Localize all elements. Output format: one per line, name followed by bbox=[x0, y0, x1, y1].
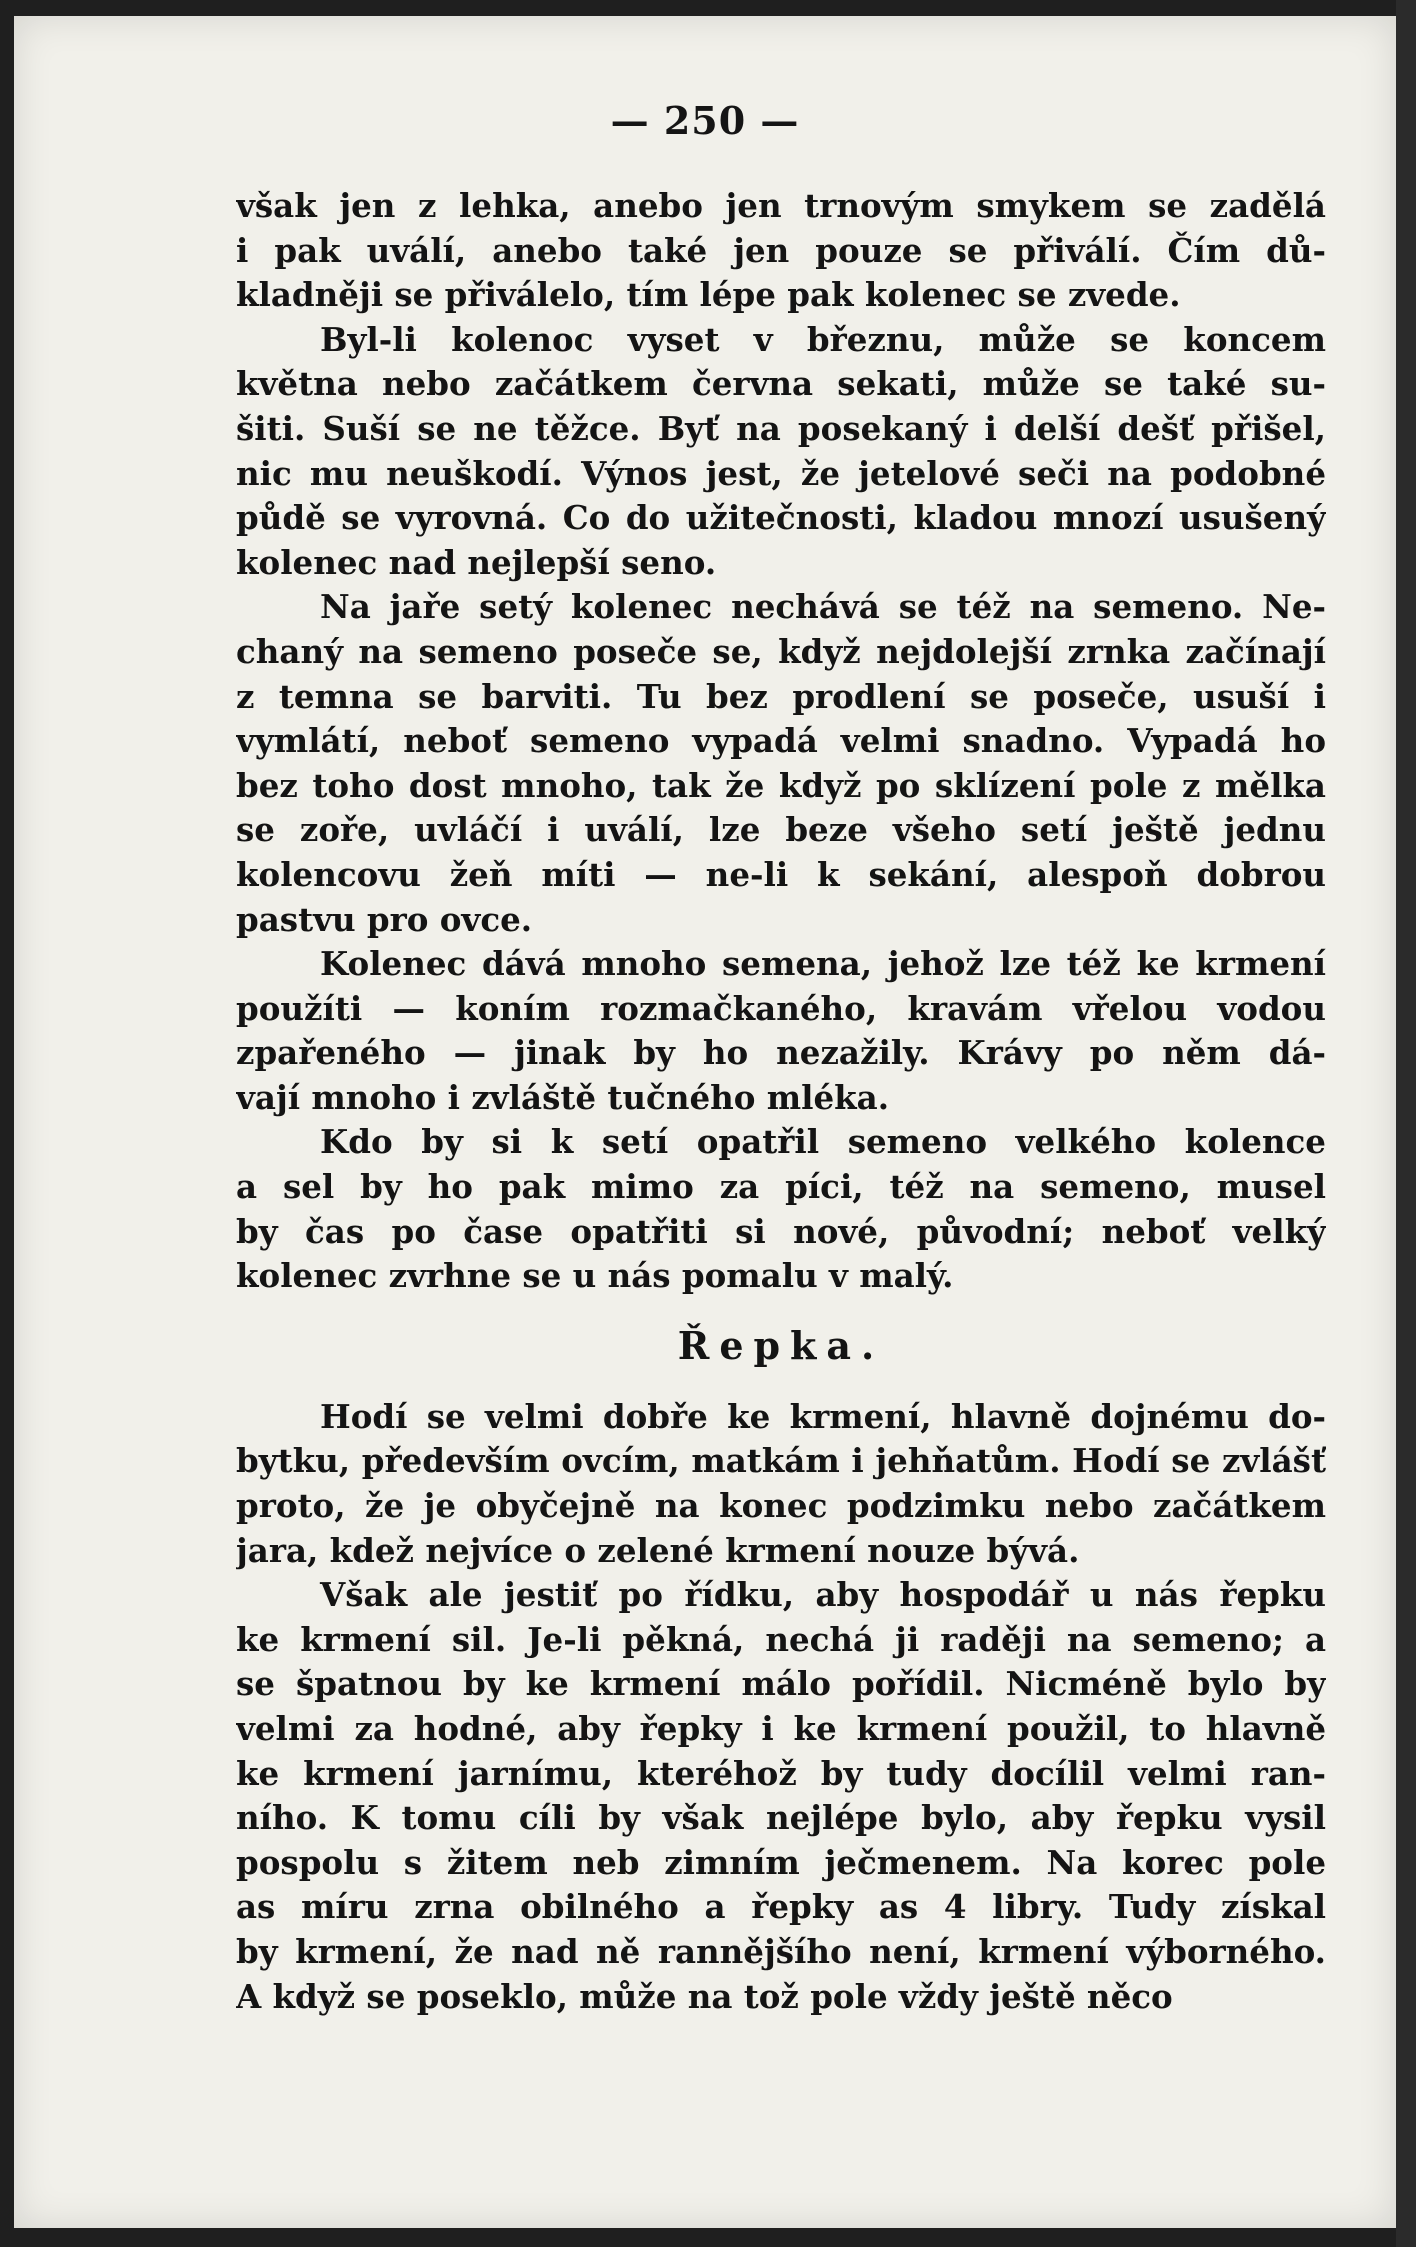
text-line: z temna se barviti. Tu bez prodlení se poseče, usuší i bbox=[236, 676, 1326, 716]
text-line: zpařeného — jinak by ho nezažily. Krávy po něm dá- bbox=[236, 1033, 1326, 1073]
paragraph bbox=[236, 1395, 1326, 1573]
paragraph bbox=[236, 1573, 1326, 2019]
text-line: Však ale jestiť po řídku, aby hospodář u nás řepku bbox=[320, 1575, 1326, 1615]
text-line: se špatnou by ke krmení málo pořídil. Nicméně bylo by bbox=[236, 1664, 1326, 1704]
page-number: — 250 — bbox=[610, 98, 800, 143]
text-line: kolenec nad nejlepší seno. bbox=[236, 542, 717, 582]
text-line: půdě se vyrovná. Co do užitečnosti, kladou mnozí usušený bbox=[236, 498, 1326, 538]
text-line: kolencovu žeň míti — ne-li k sekání, alespoň dobrou bbox=[236, 854, 1326, 894]
paragraph bbox=[236, 1120, 1326, 1298]
text-line: se zoře, uvláčí i uválí, lze beze všeho setí ještě jednu bbox=[236, 810, 1326, 850]
text-line: šiti. Suší se ne těžce. Byť na posekaný i delší dešť přišel, bbox=[236, 408, 1326, 448]
text-line: použíti — koním rozmačkaného, kravám vřelou vodou bbox=[236, 988, 1326, 1028]
paragraph bbox=[236, 318, 1326, 586]
text-line: Hodí se velmi dobře ke krmení, hlavně dojnému do- bbox=[320, 1396, 1326, 1436]
text-line: května nebo začátkem června sekati, může se také su- bbox=[236, 364, 1326, 404]
text-line: i pak uválí, anebo také jen pouze se přiválí. Čím dů- bbox=[236, 230, 1326, 270]
text-line: vají mnoho i zvláště tučného mléka. bbox=[236, 1077, 890, 1117]
paragraph bbox=[236, 184, 1326, 318]
text-line: proto, že je obyčejně na konec podzimku nebo začátkem bbox=[236, 1486, 1326, 1526]
book-page bbox=[14, 16, 1396, 2228]
paragraphs-before-heading bbox=[236, 184, 1326, 1299]
text-line: ke krmení jarnímu, kteréhož by tudy docílil velmi ran- bbox=[236, 1753, 1326, 1793]
paragraph bbox=[236, 942, 1326, 1120]
text-line: jara, kdež nejvíce o zelené krmení nouze bývá. bbox=[236, 1530, 1080, 1570]
body-text bbox=[236, 184, 1326, 2019]
text-line: bez toho dost mnoho, tak že když po sklízení pole z mělka bbox=[236, 765, 1326, 805]
text-line: kladněji se přiválelo, tím lépe pak kolenec se zvede. bbox=[236, 275, 1181, 315]
paragraph bbox=[236, 585, 1326, 942]
text-line: chaný na semeno poseče se, když nejdolejší zrnka začínají bbox=[236, 631, 1326, 671]
text-line: vymlátí, neboť semeno vypadá velmi snadno. Vypadá ho bbox=[236, 721, 1326, 761]
text-line: však jen z lehka, anebo jen trnovým smykem se zadělá bbox=[236, 186, 1326, 225]
text-line: pastvu pro ovce. bbox=[236, 899, 533, 939]
text-line: bytku, především ovcím, matkám i jehňatům. Hodí se zvlášť bbox=[236, 1441, 1326, 1481]
text-line: kolenec zvrhne se u nás pomalu v malý. bbox=[236, 1256, 954, 1296]
text-line: by čas po čase opatřiti si nové, původní; neboť velký bbox=[236, 1211, 1326, 1251]
text-line: by krmení, že nad ně rannějšího není, krmení výborného. bbox=[236, 1931, 1326, 1971]
text-line: ke krmení sil. Je-li pěkná, nechá ji raději na semeno; a bbox=[236, 1619, 1326, 1659]
text-line: Kdo by si k setí opatřil semeno velkého kolence bbox=[320, 1122, 1326, 1162]
text-line: as míru zrna obilného a řepky as 4 libry. Tudy získal bbox=[236, 1887, 1326, 1927]
text-line: ního. K tomu cíli by však nejlépe bylo, aby řepku vysil bbox=[236, 1798, 1326, 1838]
text-line: nic mu neuškodí. Výnos jest, že jetelové seči na podobné bbox=[236, 453, 1326, 493]
paragraphs-after-heading bbox=[236, 1395, 1326, 2019]
text-line: Kolenec dává mnoho semena, jehož lze též ke krmení bbox=[320, 944, 1326, 984]
text-line: A když se poseklo, může na tož pole vždy ještě něco bbox=[236, 1976, 1173, 2016]
text-line: Byl-li kolenoc vyset v březnu, může se koncem bbox=[320, 319, 1326, 359]
text-line: pospolu s žitem neb zimním ječmenem. Na korec pole bbox=[236, 1842, 1326, 1882]
text-line: velmi za hodné, aby řepky i ke krmení použil, to hlavně bbox=[236, 1709, 1326, 1748]
text-line: Na jaře setý kolenec nechává se též na semeno. Ne- bbox=[320, 587, 1326, 627]
scan-edge bbox=[1396, 0, 1416, 2247]
section-heading: Řepka. bbox=[677, 1322, 885, 1368]
text-line: a sel by ho pak mimo za píci, též na semeno, musel bbox=[236, 1167, 1326, 1207]
